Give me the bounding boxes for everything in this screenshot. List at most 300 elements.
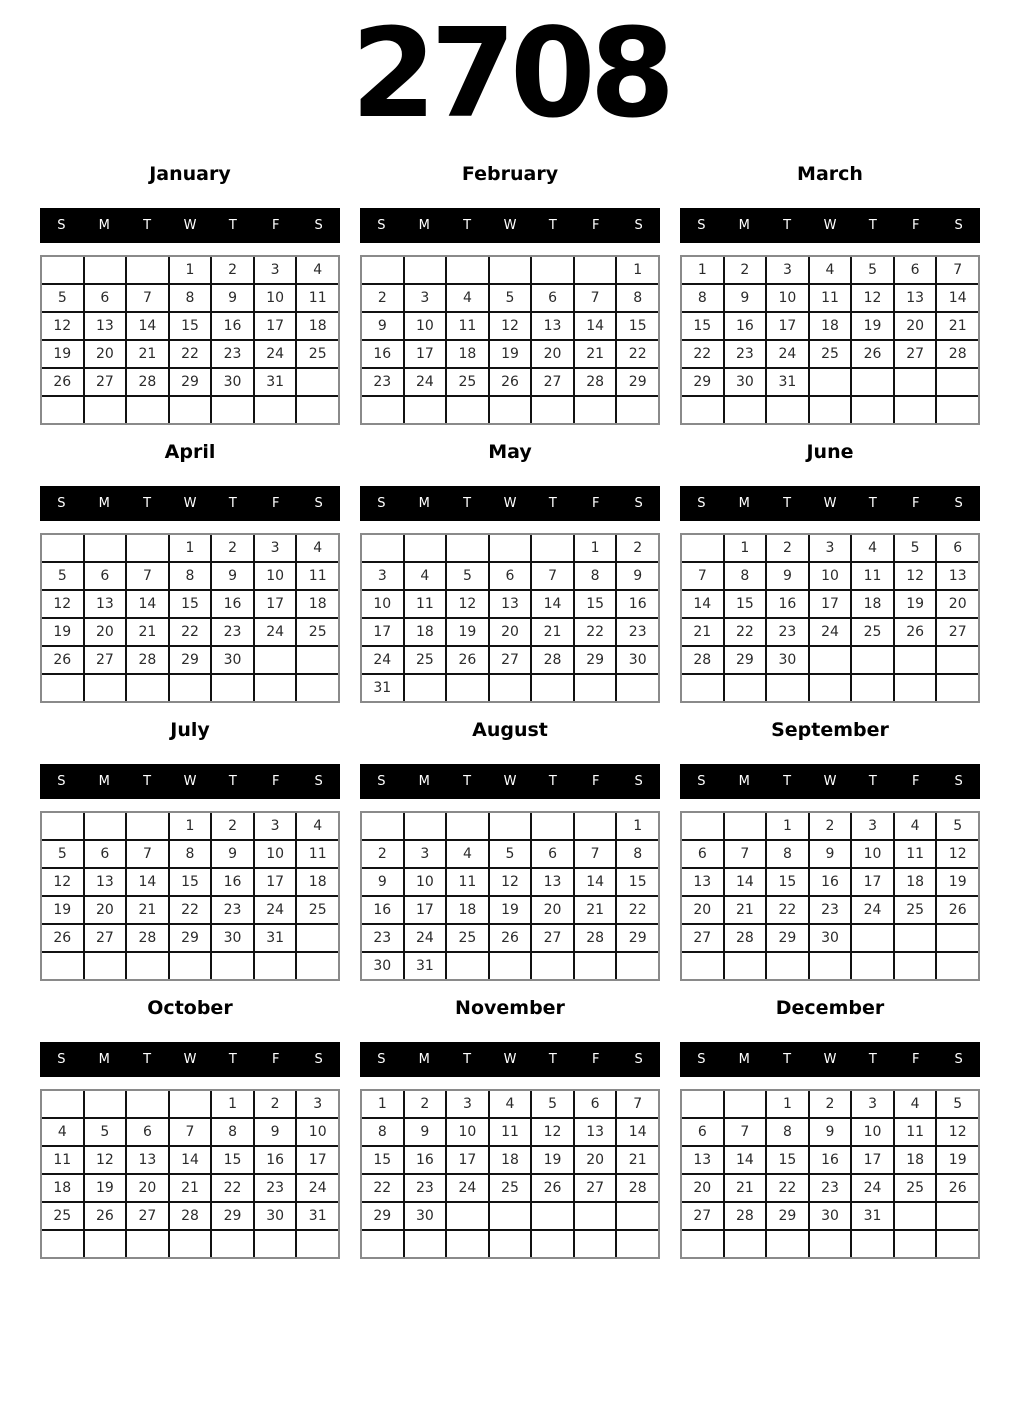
day-cell	[767, 397, 808, 423]
day-cell	[937, 1231, 978, 1257]
day-cell	[725, 813, 766, 839]
day-cell	[937, 1203, 978, 1229]
month-calendar	[680, 719, 980, 981]
day-cell: 25	[42, 1203, 83, 1229]
day-cell: 24	[255, 897, 296, 923]
day-cell: 30	[767, 647, 808, 673]
weekday-label: T	[783, 218, 792, 233]
weekday-label: T	[143, 218, 152, 233]
day-cell: 21	[532, 619, 573, 645]
weekday-label: W	[823, 774, 837, 789]
weekday-label: W	[823, 1052, 837, 1067]
day-cell: 10	[852, 1119, 893, 1145]
day-cell	[42, 397, 83, 423]
day-cell: 9	[212, 285, 253, 311]
day-cell: 7	[617, 1091, 658, 1117]
month-title: July	[170, 719, 210, 741]
weekday-label: S	[634, 1052, 643, 1067]
day-cell: 21	[617, 1147, 658, 1173]
weekday-label: S	[634, 496, 643, 511]
day-cell: 12	[490, 869, 531, 895]
day-cell: 19	[532, 1147, 573, 1173]
day-cell: 2	[362, 285, 403, 311]
day-cell: 17	[405, 341, 446, 367]
day-cell: 18	[447, 341, 488, 367]
weekday-label: S	[377, 1052, 386, 1067]
weekday-label: S	[377, 496, 386, 511]
day-cell: 5	[852, 257, 893, 283]
month-title: May	[488, 441, 532, 463]
day-cell: 1	[170, 813, 211, 839]
day-cell: 4	[447, 841, 488, 867]
month-title: October	[147, 997, 233, 1019]
day-cell: 1	[170, 535, 211, 561]
day-cell	[810, 675, 851, 701]
day-cell	[532, 535, 573, 561]
day-cell	[85, 535, 126, 561]
day-cell: 24	[447, 1175, 488, 1201]
day-cell: 28	[937, 341, 978, 367]
weekday-label: M	[98, 496, 110, 511]
day-cell: 20	[895, 313, 936, 339]
day-cell: 30	[725, 369, 766, 395]
weekday-label: M	[738, 218, 750, 233]
day-cell: 7	[575, 841, 616, 867]
day-cell: 11	[810, 285, 851, 311]
day-cell: 16	[810, 869, 851, 895]
day-cell: 4	[810, 257, 851, 283]
day-cell: 10	[447, 1119, 488, 1145]
day-cell	[575, 953, 616, 979]
day-cell: 22	[617, 341, 658, 367]
day-cell: 18	[297, 869, 338, 895]
day-cell	[85, 813, 126, 839]
day-cell: 7	[682, 563, 723, 589]
weekday-label: W	[503, 496, 517, 511]
day-cell: 27	[532, 369, 573, 395]
day-cell: 25	[810, 341, 851, 367]
day-cell: 18	[42, 1175, 83, 1201]
weekday-label: W	[183, 496, 197, 511]
day-cell: 16	[362, 897, 403, 923]
day-cell: 12	[42, 591, 83, 617]
month-title: February	[461, 163, 559, 185]
day-cell: 17	[297, 1147, 338, 1173]
day-cell	[170, 1231, 211, 1257]
day-cell: 26	[490, 369, 531, 395]
day-cell: 20	[532, 897, 573, 923]
day-cell: 1	[767, 813, 808, 839]
day-cell: 25	[297, 341, 338, 367]
day-cell: 26	[447, 647, 488, 673]
day-cell	[405, 675, 446, 701]
day-cell: 27	[85, 647, 126, 673]
day-cell: 14	[682, 591, 723, 617]
day-cell: 18	[895, 869, 936, 895]
day-cell	[127, 813, 168, 839]
day-cell: 3	[255, 257, 296, 283]
day-cell: 24	[255, 619, 296, 645]
weekday-label: S	[377, 218, 386, 233]
month-calendar	[360, 997, 660, 1259]
day-cell	[725, 397, 766, 423]
day-cell: 16	[362, 341, 403, 367]
day-cell	[810, 647, 851, 673]
month-grid	[360, 533, 660, 703]
month-title: December	[775, 997, 885, 1019]
day-cell: 10	[767, 285, 808, 311]
day-cell: 24	[362, 647, 403, 673]
day-cell: 9	[725, 285, 766, 311]
weekday-label: S	[954, 774, 963, 789]
day-cell: 7	[127, 285, 168, 311]
day-cell: 26	[532, 1175, 573, 1201]
day-cell	[682, 535, 723, 561]
day-cell: 15	[617, 869, 658, 895]
day-cell: 8	[212, 1119, 253, 1145]
day-cell: 17	[767, 313, 808, 339]
day-cell: 3	[810, 535, 851, 561]
day-cell: 25	[895, 1175, 936, 1201]
day-cell: 6	[85, 563, 126, 589]
day-cell: 18	[852, 591, 893, 617]
day-cell: 15	[362, 1147, 403, 1173]
day-cell: 5	[447, 563, 488, 589]
day-cell: 9	[362, 313, 403, 339]
weekday-label: S	[314, 1052, 323, 1067]
day-cell	[127, 397, 168, 423]
day-cell: 30	[362, 953, 403, 979]
day-cell: 19	[937, 869, 978, 895]
day-cell: 24	[810, 619, 851, 645]
weekday-label: M	[738, 496, 750, 511]
day-cell: 26	[937, 1175, 978, 1201]
weekday-label: T	[868, 774, 877, 789]
day-cell: 1	[682, 257, 723, 283]
day-cell: 18	[297, 313, 338, 339]
day-cell: 21	[127, 619, 168, 645]
day-cell: 1	[362, 1091, 403, 1117]
day-cell: 13	[490, 591, 531, 617]
weekday-label: S	[57, 1052, 66, 1067]
day-cell	[85, 257, 126, 283]
day-cell: 13	[85, 591, 126, 617]
month-calendar	[360, 719, 660, 981]
month-title: June	[806, 441, 854, 463]
day-cell	[447, 813, 488, 839]
day-cell	[682, 953, 723, 979]
day-cell: 27	[85, 369, 126, 395]
day-cell: 4	[895, 1091, 936, 1117]
day-cell: 21	[725, 1175, 766, 1201]
day-cell: 31	[405, 953, 446, 979]
weekday-label: W	[183, 774, 197, 789]
day-cell: 14	[575, 869, 616, 895]
day-cell	[682, 1231, 723, 1257]
day-cell	[362, 535, 403, 561]
day-cell	[532, 813, 573, 839]
day-cell: 6	[85, 841, 126, 867]
weekday-label: M	[738, 774, 750, 789]
month-grid	[360, 1089, 660, 1259]
day-cell: 2	[767, 535, 808, 561]
day-cell: 23	[725, 341, 766, 367]
weekday-label: S	[314, 774, 323, 789]
day-cell: 9	[212, 841, 253, 867]
day-cell	[490, 535, 531, 561]
day-cell	[212, 1231, 253, 1257]
weekday-label: T	[548, 496, 557, 511]
day-cell: 19	[852, 313, 893, 339]
day-cell: 20	[127, 1175, 168, 1201]
day-cell: 28	[127, 925, 168, 951]
weekday-label: F	[591, 1052, 600, 1067]
day-cell: 31	[362, 675, 403, 701]
day-cell	[127, 535, 168, 561]
day-cell: 18	[447, 897, 488, 923]
weekday-label: F	[591, 496, 600, 511]
day-cell: 18	[895, 1147, 936, 1173]
weekday-label: T	[463, 774, 472, 789]
day-cell: 13	[532, 313, 573, 339]
day-cell	[575, 397, 616, 423]
weekday-label: T	[463, 1052, 472, 1067]
weekday-label: F	[271, 774, 280, 789]
day-cell: 31	[852, 1203, 893, 1229]
weekday-label: M	[738, 1052, 750, 1067]
day-cell	[532, 675, 573, 701]
month-calendar	[40, 719, 340, 981]
weekday-label: F	[591, 774, 600, 789]
day-cell: 19	[447, 619, 488, 645]
day-cell: 2	[255, 1091, 296, 1117]
weekday-label: S	[634, 218, 643, 233]
day-cell: 26	[895, 619, 936, 645]
weekday-label: M	[98, 1052, 110, 1067]
day-cell: 2	[405, 1091, 446, 1117]
day-cell: 18	[810, 313, 851, 339]
day-cell: 25	[297, 897, 338, 923]
day-cell	[85, 397, 126, 423]
day-cell: 13	[682, 869, 723, 895]
weekday-label: T	[548, 1052, 557, 1067]
weekday-label: T	[228, 1052, 237, 1067]
day-cell	[617, 1203, 658, 1229]
day-cell: 24	[767, 341, 808, 367]
day-cell	[575, 813, 616, 839]
day-cell	[895, 953, 936, 979]
day-cell: 30	[810, 1203, 851, 1229]
day-cell: 11	[405, 591, 446, 617]
weekday-header	[360, 764, 660, 799]
day-cell	[255, 397, 296, 423]
day-cell	[255, 675, 296, 701]
weekday-label: T	[783, 1052, 792, 1067]
day-cell: 28	[617, 1175, 658, 1201]
day-cell	[895, 675, 936, 701]
day-cell: 12	[490, 313, 531, 339]
weekday-label: M	[98, 218, 110, 233]
day-cell: 23	[405, 1175, 446, 1201]
day-cell: 31	[255, 925, 296, 951]
day-cell: 8	[725, 563, 766, 589]
day-cell	[895, 1231, 936, 1257]
day-cell: 28	[725, 1203, 766, 1229]
day-cell: 4	[42, 1119, 83, 1145]
weekday-label: F	[911, 218, 920, 233]
day-cell: 12	[895, 563, 936, 589]
day-cell: 16	[617, 591, 658, 617]
day-cell: 26	[937, 897, 978, 923]
day-cell	[937, 647, 978, 673]
day-cell	[532, 1231, 573, 1257]
day-cell	[852, 647, 893, 673]
day-cell	[575, 1203, 616, 1229]
day-cell: 12	[42, 869, 83, 895]
day-cell: 8	[767, 1119, 808, 1145]
day-cell: 7	[170, 1119, 211, 1145]
day-cell: 7	[937, 257, 978, 283]
day-cell: 29	[170, 647, 211, 673]
day-cell: 3	[852, 1091, 893, 1117]
title-area	[0, 0, 1020, 155]
weekday-label: T	[868, 218, 877, 233]
day-cell: 14	[725, 869, 766, 895]
day-cell	[447, 675, 488, 701]
day-cell: 16	[810, 1147, 851, 1173]
day-cell: 24	[255, 341, 296, 367]
weekday-label: T	[228, 218, 237, 233]
day-cell: 18	[405, 619, 446, 645]
day-cell: 29	[682, 369, 723, 395]
month-grid	[40, 811, 340, 981]
day-cell: 11	[42, 1147, 83, 1173]
day-cell	[42, 257, 83, 283]
day-cell: 6	[127, 1119, 168, 1145]
day-cell	[127, 1091, 168, 1117]
day-cell	[767, 675, 808, 701]
day-cell	[937, 925, 978, 951]
day-cell	[490, 1203, 531, 1229]
weekday-label: W	[503, 774, 517, 789]
day-cell: 25	[297, 619, 338, 645]
day-cell: 9	[617, 563, 658, 589]
day-cell: 9	[255, 1119, 296, 1145]
day-cell: 23	[212, 897, 253, 923]
day-cell: 30	[810, 925, 851, 951]
day-cell: 17	[852, 1147, 893, 1173]
day-cell: 10	[852, 841, 893, 867]
day-cell: 31	[297, 1203, 338, 1229]
day-cell: 25	[405, 647, 446, 673]
day-cell: 9	[362, 869, 403, 895]
day-cell: 29	[617, 925, 658, 951]
month-grid	[40, 533, 340, 703]
weekday-header	[680, 486, 980, 521]
day-cell	[490, 675, 531, 701]
day-cell	[895, 397, 936, 423]
day-cell	[297, 1231, 338, 1257]
day-cell: 6	[85, 285, 126, 311]
month-title: January	[149, 163, 231, 185]
day-cell: 21	[170, 1175, 211, 1201]
month-grid	[40, 255, 340, 425]
weekday-label: M	[98, 774, 110, 789]
month-calendar	[680, 163, 980, 425]
month-calendar	[40, 163, 340, 425]
day-cell	[170, 675, 211, 701]
day-cell	[42, 813, 83, 839]
day-cell: 3	[362, 563, 403, 589]
day-cell	[532, 1203, 573, 1229]
day-cell: 19	[490, 341, 531, 367]
day-cell: 14	[127, 869, 168, 895]
day-cell: 28	[127, 369, 168, 395]
day-cell: 2	[810, 813, 851, 839]
day-cell: 14	[575, 313, 616, 339]
day-cell	[297, 647, 338, 673]
weekday-label: S	[697, 218, 706, 233]
weekday-label: F	[271, 218, 280, 233]
day-cell: 4	[297, 535, 338, 561]
weekday-label: F	[911, 496, 920, 511]
day-cell: 27	[532, 925, 573, 951]
day-cell: 13	[85, 869, 126, 895]
day-cell	[532, 257, 573, 283]
day-cell: 9	[212, 563, 253, 589]
day-cell: 27	[127, 1203, 168, 1229]
day-cell: 4	[852, 535, 893, 561]
day-cell	[170, 397, 211, 423]
day-cell: 6	[532, 841, 573, 867]
day-cell	[170, 1091, 211, 1117]
day-cell: 15	[170, 869, 211, 895]
day-cell: 7	[532, 563, 573, 589]
day-cell: 22	[617, 897, 658, 923]
day-cell: 19	[42, 619, 83, 645]
day-cell: 3	[405, 285, 446, 311]
day-cell: 4	[490, 1091, 531, 1117]
day-cell: 16	[212, 869, 253, 895]
day-cell: 25	[447, 369, 488, 395]
day-cell	[490, 953, 531, 979]
day-cell: 2	[725, 257, 766, 283]
day-cell	[405, 257, 446, 283]
day-cell: 19	[85, 1175, 126, 1201]
day-cell: 15	[575, 591, 616, 617]
weekday-label: W	[183, 218, 197, 233]
day-cell: 5	[42, 285, 83, 311]
day-cell: 14	[170, 1147, 211, 1173]
day-cell	[575, 1231, 616, 1257]
day-cell: 15	[767, 1147, 808, 1173]
day-cell: 22	[362, 1175, 403, 1201]
day-cell: 19	[42, 341, 83, 367]
month-calendar	[360, 163, 660, 425]
day-cell: 27	[682, 1203, 723, 1229]
day-cell: 1	[170, 257, 211, 283]
day-cell: 28	[575, 925, 616, 951]
weekday-label: S	[57, 218, 66, 233]
day-cell: 25	[895, 897, 936, 923]
day-cell: 12	[447, 591, 488, 617]
day-cell	[617, 675, 658, 701]
day-cell: 17	[852, 869, 893, 895]
weekday-label: F	[911, 774, 920, 789]
day-cell: 20	[532, 341, 573, 367]
day-cell: 23	[767, 619, 808, 645]
day-cell: 29	[212, 1203, 253, 1229]
